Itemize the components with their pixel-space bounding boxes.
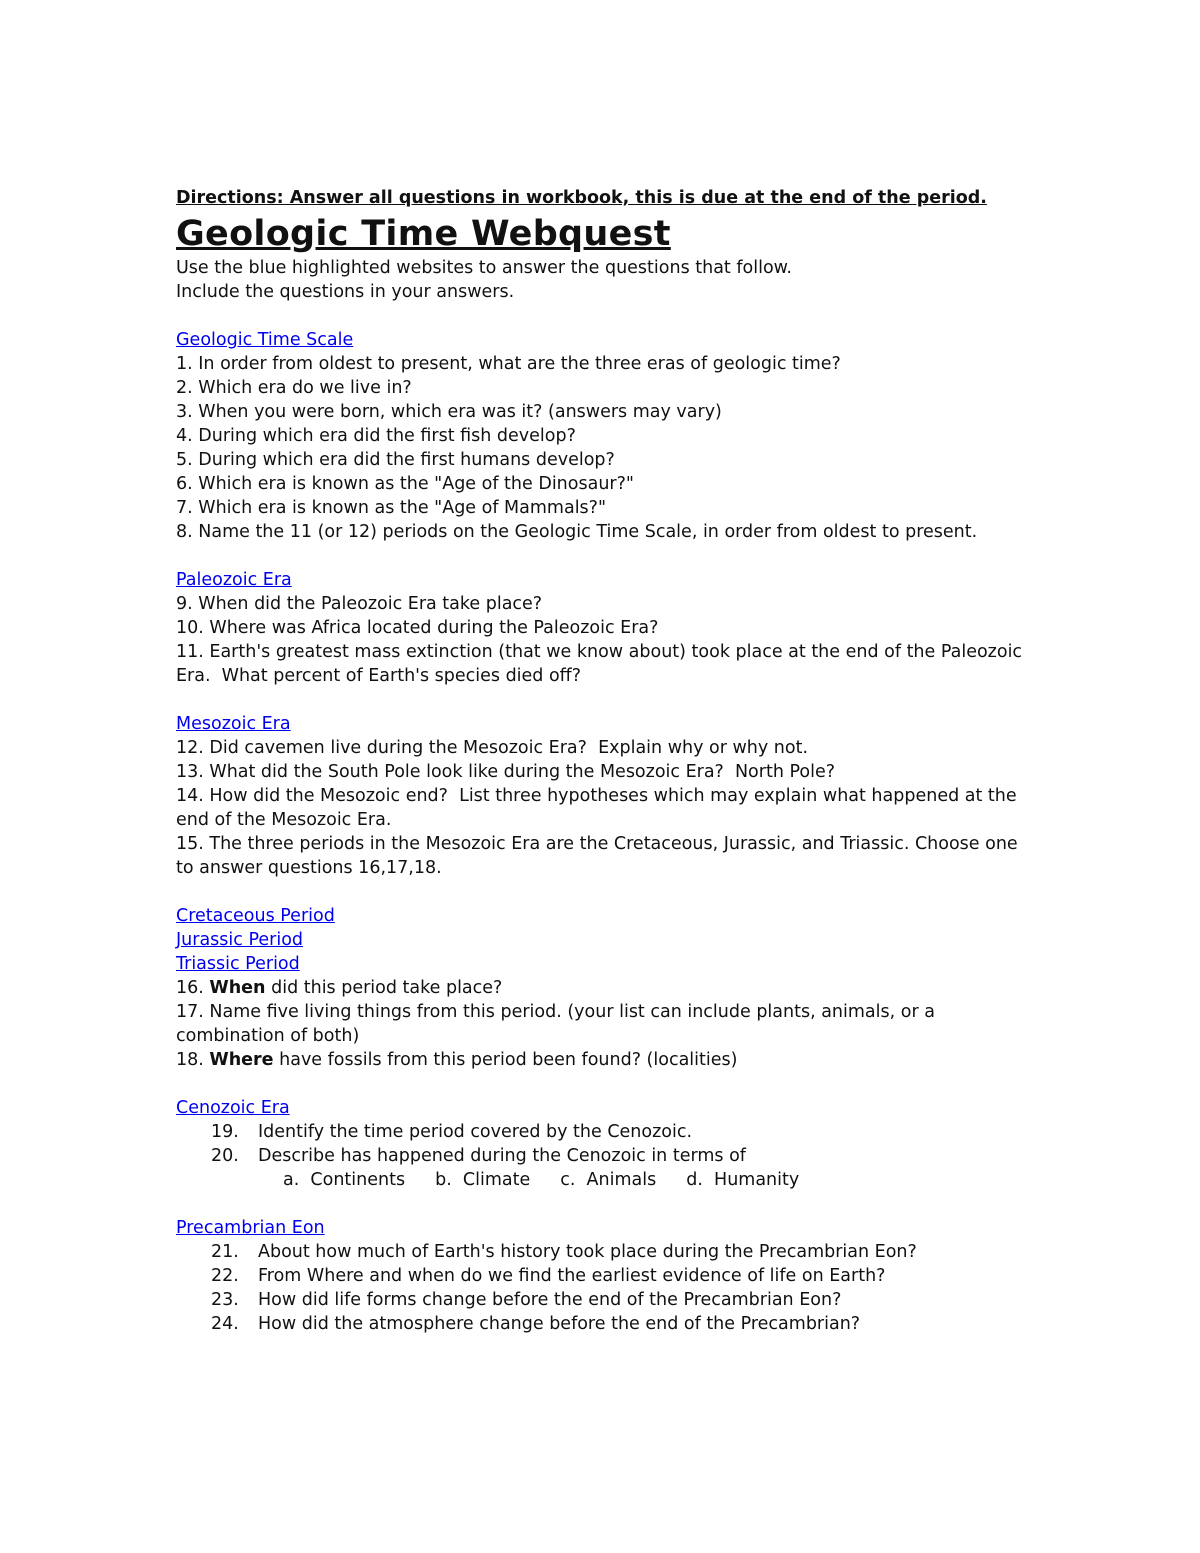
question-number: 21.	[211, 1242, 239, 1262]
question	[176, 1144, 1036, 1168]
link-mesozoic-era[interactable]: Mesozoic Era	[176, 714, 291, 734]
sub-item-list	[176, 1168, 1036, 1192]
link-precambrian-eon[interactable]: Precambrian Eon	[176, 1218, 325, 1238]
sub-item: a. Continents	[283, 1170, 406, 1190]
question-text: Identify the time period covered by the Cenozoic.	[258, 1122, 693, 1142]
question	[176, 1288, 1036, 1312]
question	[176, 1264, 1036, 1288]
question	[176, 1312, 1036, 1336]
question	[176, 976, 1036, 1000]
question: 6. Which era is known as the "Age of the Dinosaur?"	[176, 474, 634, 494]
sub-item: b. Climate	[435, 1170, 531, 1190]
question-number: 16.	[176, 978, 204, 998]
sub-item: c. Animals	[560, 1170, 657, 1190]
question-text: How did life forms change before the end of the Precambrian Eon?	[258, 1290, 842, 1310]
question: 1. In order from oldest to present, what are the three eras of geologic time?	[176, 354, 841, 374]
question-number: 22.	[211, 1266, 239, 1286]
link-cretaceous-period[interactable]: Cretaceous Period	[176, 906, 335, 926]
link-cenozoic-era[interactable]: Cenozoic Era	[176, 1098, 290, 1118]
sub-item: d. Humanity	[686, 1170, 800, 1190]
question	[176, 1120, 1036, 1144]
question: 14. How did the Mesozoic end? List three hypotheses which may explain what happened at the end of the Mesozoic Era.	[176, 786, 1023, 830]
document-page	[176, 186, 1036, 1336]
question-number: 19.	[211, 1122, 239, 1142]
question: 3. When you were born, which era was it? (answers may vary)	[176, 402, 722, 422]
question	[176, 1240, 1036, 1264]
question-text: How did the atmosphere change before the end of the Precambrian?	[258, 1314, 861, 1334]
question: 15. The three periods in the Mesozoic Era are the Cretaceous, Jurassic, and Triassic. Choose one to answer questions 16,17,18.	[176, 834, 1024, 878]
link-triassic-period[interactable]: Triassic Period	[176, 954, 300, 974]
question: 10. Where was Africa located during the Paleozoic Era?	[176, 618, 659, 638]
question: 2. Which era do we live in?	[176, 378, 412, 398]
page-title: Geologic Time Webquest	[176, 214, 671, 254]
question: 8. Name the 11 (or 12) periods on the Geologic Time Scale, in order from oldest to present.	[176, 522, 978, 542]
link-geologic-time-scale[interactable]: Geologic Time Scale	[176, 330, 354, 350]
question-text: have fossils from this period been found? (localities)	[279, 1050, 738, 1070]
question: 17. Name five living things from this period. (your list can include plants, animals, or a combination of both)	[176, 1002, 941, 1046]
directions-text: Directions: Answer all questions in workbook, this is due at the end of the period.	[176, 188, 987, 208]
link-paleozoic-era[interactable]: Paleozoic Era	[176, 570, 292, 590]
question: 7. Which era is known as the "Age of Mammals?"	[176, 498, 607, 518]
question: 5. During which era did the first humans develop?	[176, 450, 615, 470]
question-number: 23.	[211, 1290, 239, 1310]
question-text: Describe has happened during the Cenozoic in terms of	[258, 1146, 746, 1166]
question-number: 20.	[211, 1146, 239, 1166]
question-number: 18.	[176, 1050, 204, 1070]
question: 9. When did the Paleozoic Era take place?	[176, 594, 543, 614]
question-text: About how much of Earth's history took place during the Precambrian Eon?	[258, 1242, 917, 1262]
question: 11. Earth's greatest mass extinction (that we know about) took place at the end of the Paleozoic Era. What percent of Earth's species died off?	[176, 642, 1028, 686]
question-text: From Where and when do we find the earliest evidence of life on Earth?	[258, 1266, 886, 1286]
question: 4. During which era did the first fish develop?	[176, 426, 576, 446]
intro-line: Include the questions in your answers.	[176, 282, 515, 302]
question-text: did this period take place?	[271, 978, 503, 998]
question: 12. Did cavemen live during the Mesozoic Era? Explain why or why not.	[176, 738, 809, 758]
question	[176, 1048, 1036, 1072]
question: 13. What did the South Pole look like during the Mesozoic Era? North Pole?	[176, 762, 836, 782]
question-number: 24.	[211, 1314, 239, 1334]
intro-line: Use the blue highlighted websites to answer the questions that follow.	[176, 258, 792, 278]
question-keyword: When	[209, 978, 266, 998]
question-keyword: Where	[209, 1050, 274, 1070]
link-jurassic-period[interactable]: Jurassic Period	[176, 930, 304, 950]
